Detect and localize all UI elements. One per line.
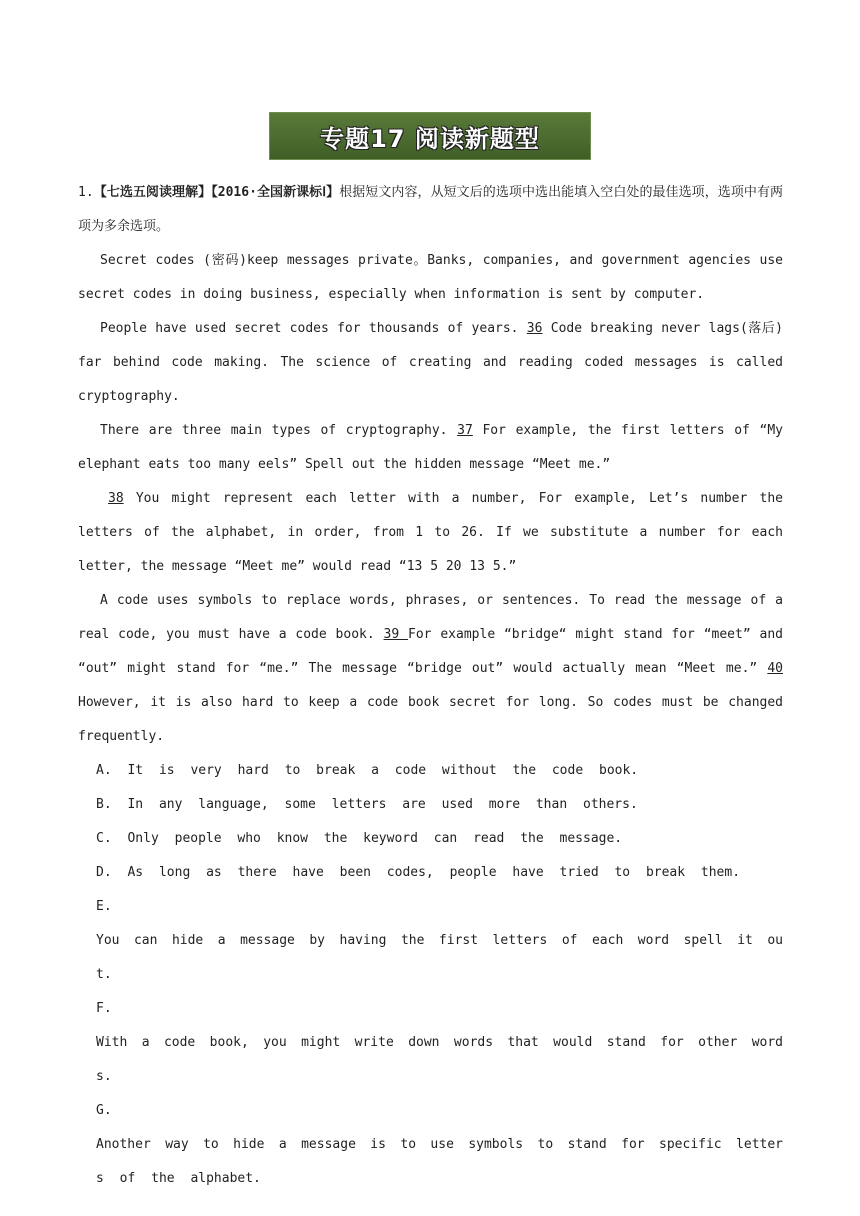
option-e-text-cont: t. — [96, 967, 112, 982]
option-e-label: E. — [96, 899, 112, 914]
question-source: 【2016·全国新课标Ⅰ】 — [211, 185, 340, 200]
question-number: 1. — [78, 185, 94, 200]
option-a: A. It is very hard to break a code without the code book. — [96, 763, 639, 778]
page-title: 专题17 阅读新题型 — [320, 124, 540, 153]
question-instruction: 根据短文内容，从短文后的选项中选出能填入空白处的最佳选项，选项中有两项为多余选项。 — [78, 185, 783, 234]
option-c: C. Only people who know the keyword can read the message. — [96, 831, 623, 846]
option-f-text: With a code book, you might write down words that would stand for other word — [96, 1035, 783, 1050]
option-g-label: G. — [96, 1103, 112, 1118]
blank-38: 38 — [108, 491, 124, 506]
blank-40: 40 — [767, 661, 783, 676]
title-banner — [269, 112, 591, 160]
passage-paragraph-4: 38 You might represent each letter with a number, For example, Let’s number the letters of the alphabet, in order, from 1 to 26. If we substitute a number for each letter, the message “Meet me” would read “13 5 20 13 5.” — [78, 491, 783, 574]
passage-paragraph-3: There are three main types of cryptography. 37 For example, the first letters of “My elephant eats too many eels” Spell out the hidden message “Meet me.” — [78, 423, 783, 472]
option-g-text: Another way to hide a message is to use symbols to stand for specific letter — [96, 1137, 783, 1152]
option-f-text-cont: s. — [96, 1069, 112, 1084]
blank-36: 36 — [526, 321, 543, 336]
passage-paragraph-1: Secret codes (密码)keep messages private。Banks, companies, and government agencies use secret codes in doing business, especially when information is sent by computer. — [78, 253, 783, 302]
passage-paragraph-5: A code uses symbols to replace words, phrases, or sentences. To read the message of a real code, you must have a code book. 39 For example “bridge“ might stand for “meet” and “out” might stand for “me.” The message “bridge out” would actually mean “Meet me.” 40 However, it is also hard to keep a code book secret for long. So codes must be changed frequently. — [78, 593, 783, 744]
passage-paragraph-2: People have used secret codes for thousands of years. 36 Code breaking never lags(落后) far behind code making. The science of creating and reading coded messages is called cryptography. — [78, 321, 783, 404]
option-d: D. As long as there have been codes, people have tried to break them. — [96, 865, 741, 880]
question-content — [78, 176, 783, 1196]
option-g-text-cont: s of the alphabet. — [96, 1171, 261, 1186]
question-tag: 【七选五阅读理解】 — [93, 185, 212, 200]
option-e-text: You can hide a message by having the first letters of each word spell it ou — [96, 933, 783, 948]
blank-39: 39 — [383, 627, 409, 642]
option-f-label: F. — [96, 1001, 112, 1016]
question-intro — [78, 176, 783, 244]
blank-37: 37 — [457, 423, 473, 438]
option-b: B. In any language, some letters are used more than others. — [96, 797, 638, 812]
